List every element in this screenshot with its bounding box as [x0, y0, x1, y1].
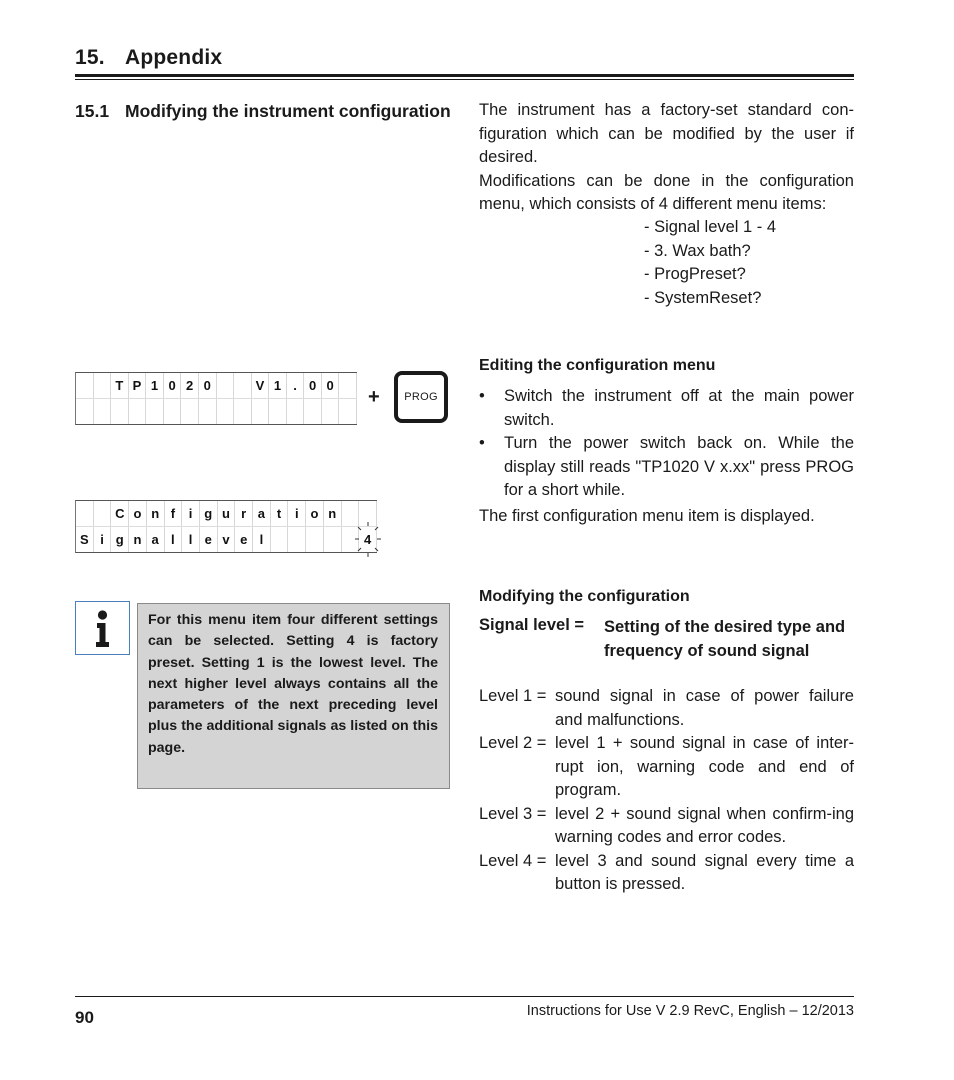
- lcd-char-cell: f: [165, 501, 183, 526]
- editing-heading: Editing the configuration menu: [479, 357, 716, 374]
- page-number: 90: [75, 1008, 94, 1027]
- lcd-display-version: [75, 372, 357, 425]
- lcd-char-cell: 0: [199, 373, 217, 398]
- lcd-blinking-cursor-cell: 4: [359, 527, 377, 552]
- lcd-char-cell: [234, 399, 252, 424]
- lcd-char-cell: [339, 373, 357, 398]
- lcd-char-cell: l: [253, 527, 271, 552]
- intro-paragraph-1: The instrument has a factory-set standard con-figuration which can be modified by the user if desired.: [479, 101, 854, 166]
- document-info: Instructions for Use V 2.9 RevC, English – 12/2013: [526, 1003, 854, 1019]
- header-rule: [75, 74, 854, 77]
- lcd-char-cell: v: [218, 527, 236, 552]
- level-text: sound signal in case of power failure and malfunctions.: [555, 687, 854, 729]
- prog-button[interactable]: [394, 371, 448, 423]
- lcd-row-2: [76, 526, 377, 552]
- lcd-char-cell: V: [252, 373, 270, 398]
- bullet-text: Switch the instrument off at the main power switch.: [504, 387, 854, 429]
- modifying-heading: Modifying the configuration: [479, 588, 690, 605]
- lcd-char-cell: [288, 527, 306, 552]
- lcd-char-cell: [269, 399, 287, 424]
- lcd-char-cell: i: [182, 501, 200, 526]
- lcd-char-cell: [146, 399, 164, 424]
- lcd-char-cell: r: [235, 501, 253, 526]
- footer-rule: [75, 996, 854, 997]
- lcd-char-cell: g: [200, 501, 218, 526]
- lcd-char-cell: 1: [146, 373, 164, 398]
- header-rule-thin: [75, 79, 854, 80]
- lcd-char-cell: [324, 527, 342, 552]
- lcd-char-cell: .: [287, 373, 305, 398]
- menu-item: - Signal level 1 - 4: [644, 218, 777, 236]
- lcd-char-cell: [304, 399, 322, 424]
- chapter-number: 15.: [75, 46, 105, 69]
- signal-level-label: Signal level =: [479, 616, 585, 634]
- level-label: Level 1 =: [479, 687, 547, 705]
- level-text: level 2 + sound signal when confirm-ing warning codes and error codes.: [555, 804, 854, 846]
- lcd-char-cell: [94, 373, 112, 398]
- bullet-dot: •: [479, 387, 485, 405]
- lcd-char-cell: S: [76, 527, 94, 552]
- level-label: Level 2 =: [479, 734, 547, 752]
- lcd-row-1: [76, 501, 377, 526]
- plus-sign: +: [368, 386, 380, 408]
- lcd-char-cell: u: [218, 501, 236, 526]
- lcd-char-cell: n: [324, 501, 342, 526]
- lcd-char-cell: a: [253, 501, 271, 526]
- info-icon: [75, 601, 130, 655]
- bullet-item: [479, 432, 854, 503]
- lcd-char-cell: [339, 399, 357, 424]
- lcd-char-cell: [164, 399, 182, 424]
- lcd-char-cell: [181, 399, 199, 424]
- lcd-char-cell: [306, 527, 324, 552]
- lcd-char-cell: 2: [181, 373, 199, 398]
- lcd-char-cell: P: [129, 373, 147, 398]
- chapter-title: Appendix: [125, 46, 223, 69]
- section-heading: [75, 101, 451, 122]
- lcd-char-cell: [94, 501, 112, 526]
- lcd-char-cell: [199, 399, 217, 424]
- bullet-dot: •: [479, 434, 485, 452]
- lcd-row-2: [76, 398, 357, 424]
- level-label: Level 3 =: [479, 804, 547, 823]
- lcd-char-cell: 1: [269, 373, 287, 398]
- lcd-char-cell: 0: [322, 373, 340, 398]
- lcd-char-cell: n: [129, 527, 147, 552]
- lcd-char-cell: C: [111, 501, 129, 526]
- lcd-char-cell: e: [235, 527, 253, 552]
- intro-text: [479, 99, 854, 217]
- lcd-char-cell: [111, 399, 129, 424]
- lcd-char-cell: [322, 399, 340, 424]
- lcd-char-cell: [76, 399, 94, 424]
- lcd-char-cell: [76, 501, 94, 526]
- lcd-row-1: [76, 373, 357, 398]
- lcd-char-cell: [252, 399, 270, 424]
- editing-result: The first configuration menu item is displayed.: [479, 507, 815, 525]
- level-item: [479, 732, 854, 803]
- menu-item: - SystemReset?: [644, 288, 762, 307]
- section-number: 15.1: [75, 101, 110, 121]
- level-text: level 3 and sound signal every time a button is pressed.: [555, 851, 854, 893]
- editing-steps: [479, 385, 854, 503]
- prog-button-label: PROG: [404, 391, 438, 403]
- lcd-char-cell: l: [165, 527, 183, 552]
- lcd-display-configuration: [75, 500, 377, 553]
- info-note: For this menu item four different settings can be selected. Setting 4 is factory preset. Setting 1 is the lowest level. The next higher level always contains all the parameters of the next preceding level plus the additional signals as listed on this page.: [137, 603, 450, 789]
- bullet-item: [479, 385, 854, 432]
- bullet-text: Turn the power switch back on. While the display still reads "TP1020 V x.xx" press PROG for a short while.: [504, 434, 854, 499]
- level-item: [479, 850, 854, 897]
- lcd-char-cell: [217, 373, 235, 398]
- level-item: [479, 803, 854, 850]
- lcd-char-cell: t: [271, 501, 289, 526]
- lcd-char-cell: [234, 373, 252, 398]
- signal-level-description: Setting of the desired type and frequency of sound signal: [604, 618, 846, 660]
- menu-items-list: [644, 216, 776, 310]
- lcd-char-cell: g: [111, 527, 129, 552]
- lcd-char-cell: [217, 399, 235, 424]
- lcd-char-cell: [271, 527, 289, 552]
- lcd-char-cell: a: [147, 527, 165, 552]
- levels-list: [479, 685, 854, 897]
- lcd-char-cell: [76, 373, 94, 398]
- level-text: level 1 + sound signal in case of inter-rupt ion, warning code and end of program.: [555, 734, 854, 799]
- lcd-char-cell: o: [129, 501, 147, 526]
- lcd-char-cell: e: [200, 527, 218, 552]
- lcd-char-cell: [94, 399, 112, 424]
- lcd-char-cell: o: [306, 501, 324, 526]
- chapter-heading: [75, 46, 222, 70]
- level-item: [479, 685, 854, 732]
- blink-indicator-icon: [353, 521, 383, 558]
- lcd-char-cell: i: [94, 527, 112, 552]
- menu-item: - ProgPreset?: [644, 265, 746, 283]
- lcd-char-cell: 0: [164, 373, 182, 398]
- lcd-char-cell: 0: [304, 373, 322, 398]
- section-title: Modifying the instrument configuration: [125, 101, 451, 121]
- lcd-char-cell: T: [111, 373, 129, 398]
- lcd-char-cell: i: [288, 501, 306, 526]
- intro-paragraph-2: Modifications can be done in the configuration menu, which consists of 4 different menu items:: [479, 171, 854, 213]
- lcd-char-cell: n: [147, 501, 165, 526]
- lcd-char-cell: [287, 399, 305, 424]
- level-label: Level 4 =: [479, 851, 547, 870]
- lcd-char-cell: [129, 399, 147, 424]
- menu-item: - 3. Wax bath?: [644, 241, 751, 260]
- lcd-char-cell: l: [182, 527, 200, 552]
